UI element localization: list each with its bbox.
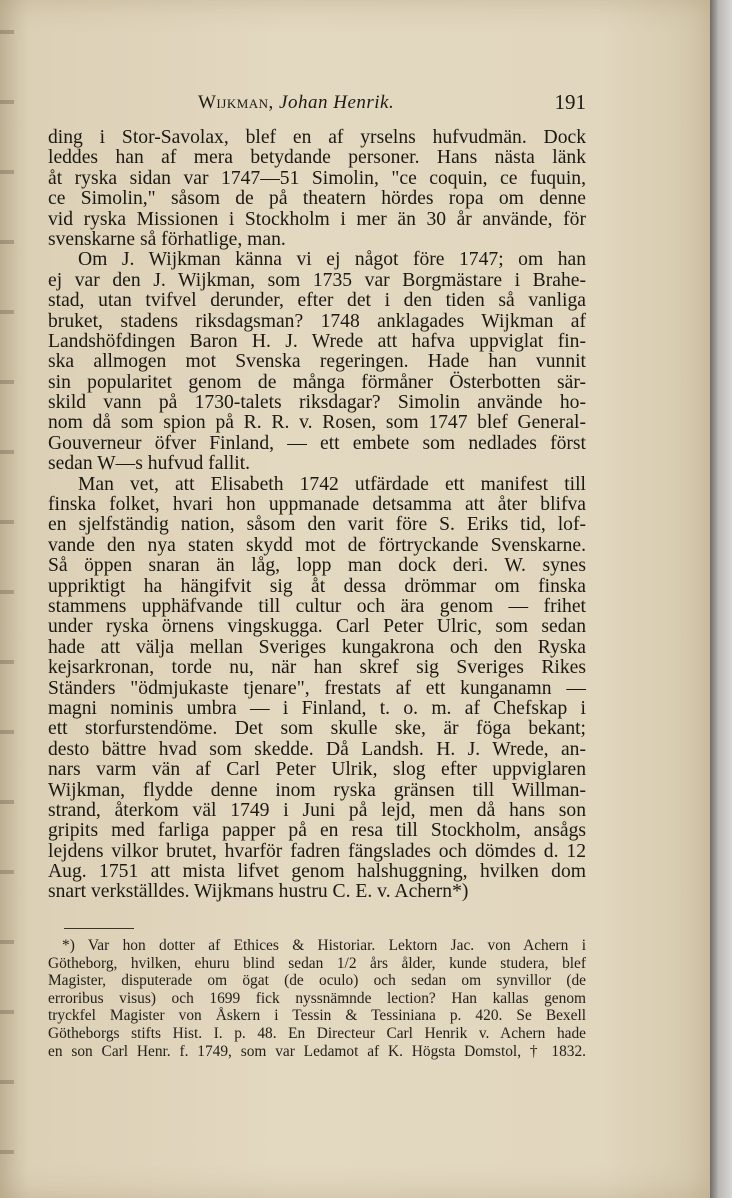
text-line: bruket, stadens riksdagsman? 1748 anklagades Wijkman af (48, 310, 586, 332)
main-text (48, 128, 586, 903)
text-line: stad, utan tvifvel derunder, efter det i den tiden så vanliga (48, 290, 586, 312)
text-line: hade att välja mellan Sveriges kungakrona och den Ryska (48, 636, 586, 658)
footnote-line: *) Var hon dotter af Ethices & Historiar. Lektorn Jac. von Achern i (62, 937, 586, 954)
running-head-given-names: Johan Henrik. (279, 92, 395, 113)
footnote-line: erroribus visus) och 1699 fick nyssnämnde lection? Han kallas genom (48, 989, 586, 1007)
text-line: stammens upphäfvande till cultur och ära genom — frihet (48, 595, 586, 617)
text-line: snart verkställdes. Wijkmans hustru C. E. v. Achern*) (48, 881, 469, 903)
running-head-surname: Wijkman, (198, 92, 274, 113)
text-line: ska allmogen mot Svenska regeringen. Hade han vunnit (48, 351, 586, 373)
text-line: Aug. 1751 att mista lifvet genom halshuggning, hvilken dom (48, 861, 586, 883)
text-line: Landshöfdingen Baron H. J. Wrede att hafva uppviglat fin- (48, 330, 586, 352)
text-line: vande den nya staten skydd mot de förtryckande Svenskarne. (48, 534, 586, 556)
text-line: magni nominis umbra — i Finland, t. o. m. af Chefskap i (48, 697, 586, 719)
text-line: Så öppen snaran än låg, lopp man dock deri. W. synes (48, 555, 586, 577)
text-line: ej var den J. Wijkman, som 1735 var Borgmästare i Brahe- (48, 269, 586, 291)
text-line: lejdens vilkor brutet, hvarför fadren fängslades och dömdes d. 12 (48, 840, 586, 862)
text-line: svenskarne så förhatlige, man. (48, 228, 286, 250)
text-line: Man vet, att Elisabeth 1742 utfärdade ett manifest till (78, 473, 586, 495)
text-line: sedan W—s hufvud fallit. (48, 453, 251, 475)
footnote-line: Götheborgs stifts Hist. I. p. 48. En Directeur Carl Henrik v. Achern hade (48, 1024, 586, 1042)
text-line: åt ryska sidan var 1747—51 Simolin, "ce coquin, ce fuquin, (48, 167, 586, 189)
text-line: Ständers "ödmjukaste tjenare", frestats af ett kunganamn — (48, 677, 586, 699)
text-line: finska folket, hvari hon uppmanade detsamma att åter blifva (48, 494, 586, 516)
text-line: Om J. Wijkman känna vi ej något före 1747; om han (78, 249, 586, 271)
page-header (48, 90, 586, 120)
text-line: ding i Stor-Savolax, blef en af yrselns hufvudmän. Dock (48, 127, 586, 148)
text-line: kejsarkronan, torde nu, när han skref sig Sveriges Rikes (48, 657, 586, 679)
text-line: ett storfurstendöme. Det som skulle ske, är föga bekant; (48, 718, 586, 740)
footnote-rule (64, 928, 134, 929)
running-head (198, 92, 394, 114)
footnote-line: Götheborg, hvilken, ehuru blind sedan 1/2 års ålder, kunde studera, blef (48, 954, 586, 972)
text-line: desto bättre hvad som skedde. Då Landsh. H. J. Wrede, an- (48, 738, 586, 760)
footnotes (48, 937, 586, 1060)
text-line: nom då som spion på R. R. v. Rosen, som 1747 blef General- (48, 412, 586, 434)
footnote-line: en son Carl Henr. f. 1749, som var Ledamot af K. Högsta Domstol, † 1832. (48, 1042, 586, 1060)
text-line: Gouverneur öfver Finland, — ett embete som nedlades först (48, 432, 586, 454)
text-line: vid ryska Missionen i Stockholm i mer än 30 år använde, för (48, 208, 586, 230)
footnote-line: Magister, disputerade om ögat (de oculo) och sedan om synvillor (de (48, 972, 586, 990)
footnote-line: tryckfel Magister von Åskern i Tessin & Tessiniana p. 420. Se Bexell (48, 1007, 586, 1025)
text-line: gripits med farliga papper på en resa till Stockholm, ansågs (48, 820, 586, 842)
text-line: strand, återkom väl 1749 i Juni på lejd, men då hans son (48, 799, 586, 821)
text-line: Wijkman, flydde denne inom ryska gränsen till Willman- (48, 779, 586, 801)
text-line: leddes han af mera betydande personer. Hans nästa länk (48, 147, 586, 169)
page-edge (710, 0, 732, 1198)
text-line: uppriktigt ha hängifvit sig åt dessa drömmar om finska (48, 575, 586, 597)
text-line: skild vann på 1730-talets riksdagar? Simolin använde ho- (48, 392, 586, 414)
gutter-shadow (0, 0, 14, 1198)
page-number: 191 (554, 90, 586, 114)
text-line: under ryska örnens vingskugga. Carl Peter Ulric, som sedan (48, 616, 586, 638)
text-line: nars varm vän af Carl Peter Ulrik, slog efter uppviglaren (48, 759, 586, 781)
text-line: en sjelfständig nation, såsom den varit före S. Eriks tid, lof- (48, 514, 586, 536)
text-line: ce Simolin," såsom de på theatern hördes ropa om denne (48, 188, 586, 210)
text-line: sin popularitet genom de många förmåner Österbotten sär- (48, 371, 586, 393)
